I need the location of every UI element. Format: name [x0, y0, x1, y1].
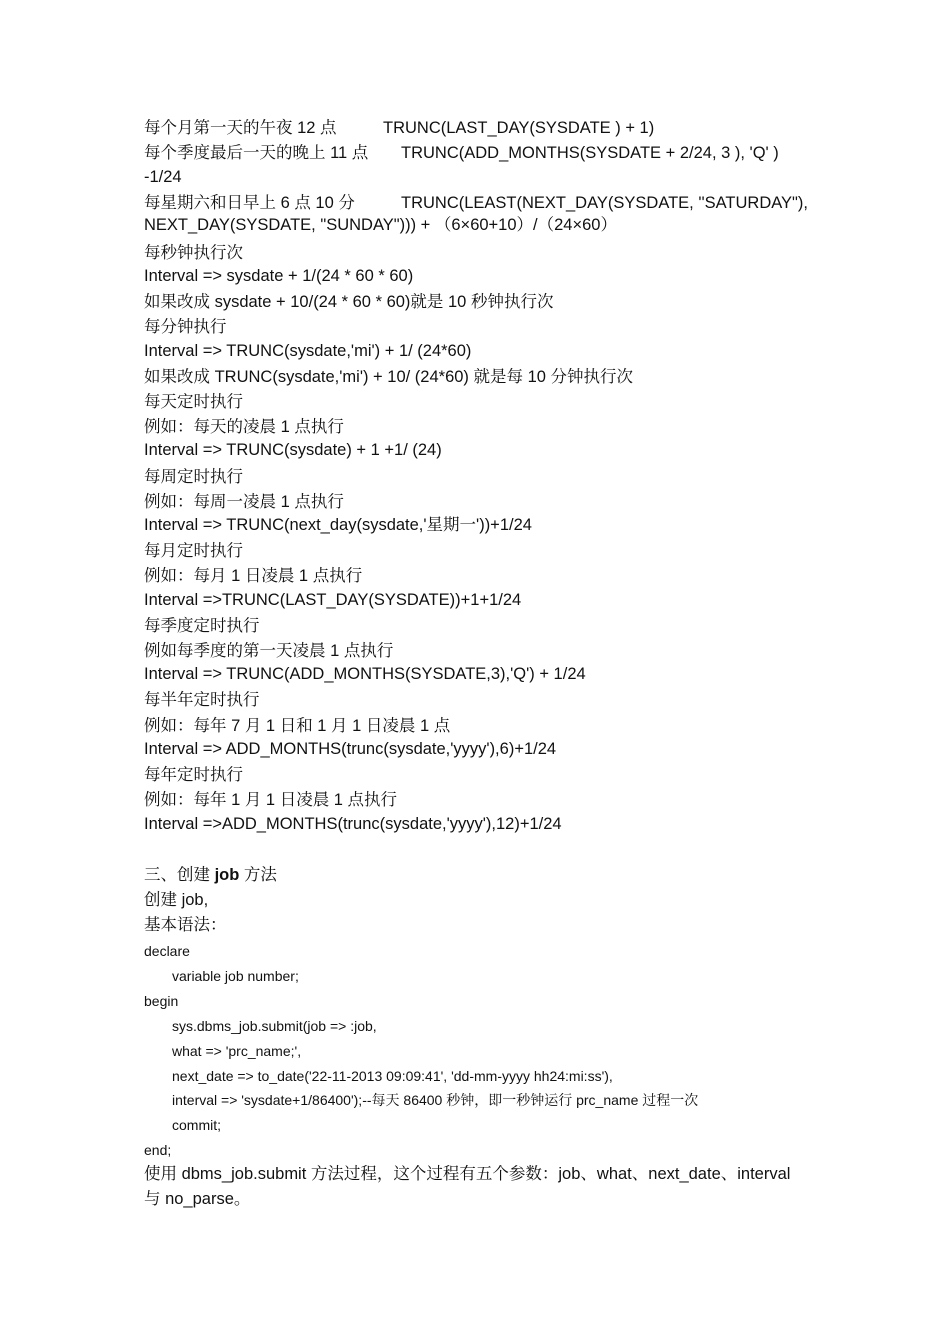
- code-line: begin: [144, 993, 179, 1009]
- interval-line: Interval => ADD_MONTHS(trunc(sysdate,'yyyy'),6)+1/24: [144, 740, 557, 758]
- heading-line: 每天定时执行: [144, 393, 243, 411]
- code-line: next_date => to_date('22-11-2013 09:09:41', 'dd-mm-yyyy hh24:mi:ss'),: [172, 1068, 613, 1084]
- heading-line: 每季度定时执行: [144, 617, 260, 635]
- section-heading-suffix: 方法: [239, 866, 277, 884]
- row-description: 每个季度最后一天的晚上 11 点: [144, 144, 369, 162]
- row-description: 每星期六和日早上 6 点 10 分: [144, 194, 355, 212]
- row-description: 每个月第一天的午夜 12 点: [144, 119, 337, 137]
- section-heading: [144, 864, 277, 886]
- text-line: NEXT_DAY(SYSDATE, "SUNDAY"))) + （6×60+10）/（24×60）: [144, 216, 617, 234]
- code-line: what => 'prc_name;',: [172, 1043, 302, 1059]
- example-line: 例如每季度的第一天凌晨 1 点执行: [144, 642, 394, 660]
- interval-line: Interval => TRUNC(sysdate,'mi') + 1/ (24*60): [144, 342, 472, 360]
- interval-line: Interval => TRUNC(sysdate) + 1 +1/ (24): [144, 441, 442, 459]
- example-line: 例如：每年 1 月 1 日凌晨 1 点执行: [144, 791, 398, 809]
- interval-line: Interval => sysdate + 1/(24 * 60 * 60): [144, 267, 414, 285]
- heading-line: 每半年定时执行: [144, 691, 260, 709]
- heading-line: 每秒钟执行次: [144, 244, 243, 262]
- interval-line: Interval =>ADD_MONTHS(trunc(sysdate,'yyyy'),12)+1/24: [144, 815, 562, 833]
- text-line: 创建 job,: [144, 891, 209, 909]
- text-line: 基本语法：: [144, 916, 227, 934]
- heading-line: 每年定时执行: [144, 766, 243, 784]
- code-line: interval => 'sysdate+1/86400');--每天 86400 秒钟，即一秒钟运行 prc_name 过程一次: [172, 1092, 699, 1108]
- interval-line: Interval => TRUNC(next_day(sysdate,'星期一'))+1/24: [144, 516, 532, 534]
- example-line: 例如：每天的凌晨 1 点执行: [144, 418, 344, 436]
- code-line: declare: [144, 943, 190, 959]
- interval-line: Interval =>TRUNC(LAST_DAY(SYSDATE))+1+1/24: [144, 591, 522, 609]
- row-expression: TRUNC(LEAST(NEXT_DAY(SYSDATE, ''SATURDAY"),: [401, 194, 808, 212]
- text-line: 如果改成 TRUNC(sysdate,'mi') + 10/ (24*60) 就是每 10 分钟执行次: [144, 368, 634, 386]
- example-line: 例如：每月 1 日凌晨 1 点执行: [144, 567, 363, 585]
- section-heading-keyword: job: [214, 866, 240, 884]
- heading-line: 每分钟执行: [144, 318, 227, 336]
- code-line: sys.dbms_job.submit(job => :job,: [172, 1018, 377, 1034]
- text-line: 使用 dbms_job.submit 方法过程，这个过程有五个参数：job、what、next_date、interval: [144, 1165, 791, 1183]
- section-heading-prefix: 三、创建: [144, 866, 215, 884]
- code-line: variable job number;: [172, 968, 299, 984]
- example-line: 例如：每周一凌晨 1 点执行: [144, 493, 344, 511]
- code-line: commit;: [172, 1117, 221, 1133]
- text-line: 如果改成 sysdate + 10/(24 * 60 * 60)就是 10 秒钟执行次: [144, 293, 554, 311]
- example-line: 例如：每年 7 月 1 日和 1 月 1 日凌晨 1 点: [144, 717, 451, 735]
- text-line: -1/24: [144, 168, 182, 186]
- row-expression: TRUNC(ADD_MONTHS(SYSDATE + 2/24, 3 ), 'Q' ): [401, 144, 779, 162]
- text-line: 与 no_parse。: [144, 1190, 251, 1208]
- heading-line: 每月定时执行: [144, 542, 243, 560]
- code-line: end;: [144, 1142, 172, 1158]
- interval-line: Interval => TRUNC(ADD_MONTHS(SYSDATE,3),'Q') + 1/24: [144, 665, 586, 683]
- heading-line: 每周定时执行: [144, 468, 243, 486]
- row-expression: TRUNC(LAST_DAY(SYSDATE ) + 1): [383, 119, 655, 137]
